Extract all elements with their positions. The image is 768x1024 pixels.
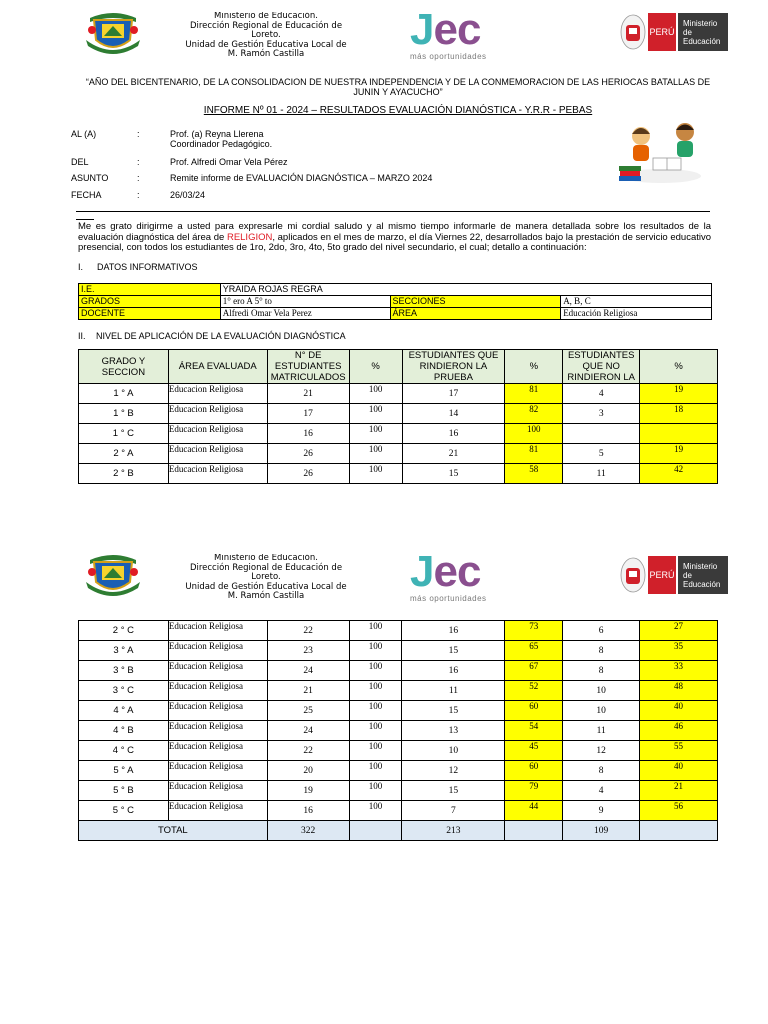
divider-short xyxy=(76,219,94,220)
not-took-pct-cell: 19 xyxy=(640,444,718,464)
enrolled-pct-cell: 100 xyxy=(349,621,402,641)
peru-shield-icon xyxy=(620,556,646,594)
info-row xyxy=(79,308,712,320)
ministry-line: Loreto. xyxy=(251,30,281,40)
enrolled-pct-cell: 100 xyxy=(349,681,402,701)
enrolled-pct-cell: 100 xyxy=(349,384,402,404)
peru-label: PERÚ xyxy=(649,27,675,37)
results-table-page2 xyxy=(78,620,718,841)
took-test-pct-cell: 60 xyxy=(505,701,563,721)
table-body xyxy=(79,384,718,484)
column-header: ESTUDIANTES QUE NO RINDIERON LA xyxy=(563,350,640,384)
grade-section-cell: 4 ° C xyxy=(79,741,169,761)
minedu-line: de Educación xyxy=(683,27,721,46)
took-test-cell: 11 xyxy=(402,681,505,701)
ministry-line: Loreto. xyxy=(251,572,281,582)
grade-section-cell: 1 ° A xyxy=(79,384,169,404)
minedu-badge xyxy=(678,13,728,51)
ministry-line: Ministerio de Educación. xyxy=(214,12,318,21)
enrolled-pct-cell: 100 xyxy=(349,701,402,721)
info-table xyxy=(78,283,712,320)
area-cell: Educacion Religiosa xyxy=(168,641,267,661)
total-rindieron: 213 xyxy=(402,821,505,841)
area-cell: Educacion Religiosa xyxy=(168,661,267,681)
not-took-pct-cell: 55 xyxy=(640,741,718,761)
divider xyxy=(76,211,710,212)
jec-tagline: más oportunidades xyxy=(410,52,487,61)
took-test-cell: 17 xyxy=(402,384,505,404)
info-label: I.E. xyxy=(79,284,221,296)
enrolled-cell: 25 xyxy=(267,701,349,721)
year-motto: “AÑO DEL BICENTENARIO, DE LA CONSOLIDACION DE NUESTRA INDEPENDENCIA Y DE LA CONMEMORACION DE LAS HERIOCAS BATALLAS DE JUNIN Y AYACUCHO” xyxy=(85,77,711,97)
table-row xyxy=(79,464,718,484)
body-paragraph xyxy=(78,222,711,254)
area-cell: Educacion Religiosa xyxy=(168,424,267,444)
area-cell: Educacion Religiosa xyxy=(168,464,267,484)
not-took-pct-cell: 40 xyxy=(640,701,718,721)
not-took-cell: 11 xyxy=(563,464,640,484)
not-took-pct-cell xyxy=(640,424,718,444)
not-took-pct-cell: 27 xyxy=(640,621,718,641)
grade-section-cell: 1 ° B xyxy=(79,404,169,424)
memo-from-label: DEL xyxy=(71,157,89,167)
grade-section-cell: 5 ° A xyxy=(79,761,169,781)
grade-section-cell: 3 ° C xyxy=(79,681,169,701)
enrolled-cell: 19 xyxy=(267,781,349,801)
jec-logo-text xyxy=(410,547,510,596)
table-row xyxy=(79,681,718,701)
table-body xyxy=(79,621,718,821)
ministry-line: Dirección Regional de Educación de xyxy=(189,562,343,573)
table-row xyxy=(79,781,718,801)
memo-from-value: Prof. Alfredi Omar Vela Pérez xyxy=(170,157,288,167)
table-row xyxy=(79,661,718,681)
memo-to-role: Coordinador Pedagógico. xyxy=(170,139,273,149)
jec-tagline: más oportunidades xyxy=(410,594,487,603)
memo-to-name: Prof. (a) Reyna Llerena xyxy=(170,129,264,139)
body-text: Me es grato dirigirme a usted para expresarle mi cordial saludo y al mismo tiempo informarle de manera detallada sobre los resultados de la evaluación diagnóstica del área de xyxy=(78,221,711,243)
enrolled-cell: 22 xyxy=(267,621,349,641)
info-value: 1° ero A 5° to xyxy=(220,296,390,308)
took-test-pct-cell: 73 xyxy=(505,621,563,641)
area-cell: Educacion Religiosa xyxy=(168,781,267,801)
not-took-pct-cell: 35 xyxy=(640,641,718,661)
took-test-cell: 12 xyxy=(402,761,505,781)
total-matriculados: 322 xyxy=(267,821,349,841)
column-header: ÁREA EVALUADA xyxy=(168,350,267,384)
info-value: YRAIDA ROJAS REGRA xyxy=(220,284,711,296)
body-highlight-religion: RELIGION xyxy=(226,231,273,243)
memo-date-label: FECHA xyxy=(71,190,102,200)
info-row xyxy=(79,296,712,308)
area-cell: Educacion Religiosa xyxy=(168,681,267,701)
total-no-rindieron: 109 xyxy=(563,821,640,841)
not-took-cell: 8 xyxy=(563,641,640,661)
grade-section-cell: 2 ° B xyxy=(79,464,169,484)
not-took-cell: 9 xyxy=(563,801,640,821)
jec-logo xyxy=(410,547,510,603)
peru-shield-icon xyxy=(620,13,646,51)
enrolled-pct-cell: 100 xyxy=(349,721,402,741)
ministry-header xyxy=(185,12,347,57)
enrolled-pct-cell: 100 xyxy=(349,641,402,661)
enrolled-pct-cell: 100 xyxy=(349,741,402,761)
area-cell: Educacion Religiosa xyxy=(168,741,267,761)
table-header-row xyxy=(79,350,718,384)
not-took-cell: 12 xyxy=(563,741,640,761)
jec-logo-text xyxy=(410,5,510,54)
enrolled-pct-cell: 100 xyxy=(349,464,402,484)
took-test-pct-cell: 81 xyxy=(505,444,563,464)
not-took-pct-cell: 19 xyxy=(640,384,718,404)
ministry-line: Unidad de Gestión Educativa Local de xyxy=(185,581,347,592)
ministry-line: M. Ramón Castilla xyxy=(227,591,305,599)
results-table-page1 xyxy=(78,349,718,484)
area-cell: Educacion Religiosa xyxy=(168,721,267,741)
grade-section-cell: 3 ° B xyxy=(79,661,169,681)
took-test-pct-cell: 81 xyxy=(505,384,563,404)
minedu-badge xyxy=(678,556,728,594)
jec-letters-ec: ec xyxy=(433,5,481,54)
took-test-pct-cell: 52 xyxy=(505,681,563,701)
info-label: GRADOS xyxy=(79,296,221,308)
column-header: % xyxy=(349,350,402,384)
area-cell: Educacion Religiosa xyxy=(168,384,267,404)
total-row xyxy=(79,821,718,841)
area-cell: Educacion Religiosa xyxy=(168,801,267,821)
jec-logo xyxy=(410,5,510,61)
memo-to-label: AL (A) xyxy=(71,129,97,139)
enrolled-cell: 21 xyxy=(267,384,349,404)
not-took-cell: 5 xyxy=(563,444,640,464)
peru-badge xyxy=(648,13,676,51)
info-label: DOCENTE xyxy=(79,308,221,320)
took-test-cell: 7 xyxy=(402,801,505,821)
table-row xyxy=(79,641,718,661)
table-row xyxy=(79,741,718,761)
memo-colon: : xyxy=(137,173,140,183)
column-header: % xyxy=(640,350,718,384)
table-row xyxy=(79,761,718,781)
enrolled-cell: 26 xyxy=(267,464,349,484)
grade-section-cell: 2 ° C xyxy=(79,621,169,641)
enrolled-pct-cell: 100 xyxy=(349,761,402,781)
took-test-pct-cell: 100 xyxy=(505,424,563,444)
enrolled-pct-cell: 100 xyxy=(349,444,402,464)
enrolled-cell: 16 xyxy=(267,424,349,444)
took-test-cell: 13 xyxy=(402,721,505,741)
grade-section-cell: 2 ° A xyxy=(79,444,169,464)
took-test-cell: 16 xyxy=(402,661,505,681)
ministry-line: Unidad de Gestión Educativa Local de xyxy=(185,39,347,50)
not-took-cell: 3 xyxy=(563,404,640,424)
not-took-pct-cell: 46 xyxy=(640,721,718,741)
enrolled-pct-cell: 100 xyxy=(349,661,402,681)
area-cell: Educacion Religiosa xyxy=(168,701,267,721)
took-test-pct-cell: 45 xyxy=(505,741,563,761)
info-label: ÁREA xyxy=(390,308,561,320)
info-label: SECCIONES xyxy=(390,296,561,308)
table-row xyxy=(79,404,718,424)
memo-subject-label: ASUNTO xyxy=(71,173,109,183)
not-took-cell: 10 xyxy=(563,681,640,701)
total-cell xyxy=(505,821,563,841)
enrolled-cell: 16 xyxy=(267,801,349,821)
took-test-pct-cell: 67 xyxy=(505,661,563,681)
area-cell: Educacion Religiosa xyxy=(168,621,267,641)
not-took-cell: 8 xyxy=(563,761,640,781)
enrolled-pct-cell: 100 xyxy=(349,404,402,424)
enrolled-cell: 22 xyxy=(267,741,349,761)
took-test-pct-cell: 54 xyxy=(505,721,563,741)
total-cell xyxy=(640,821,718,841)
took-test-pct-cell: 65 xyxy=(505,641,563,661)
grade-section-cell: 1 ° C xyxy=(79,424,169,444)
not-took-cell: 8 xyxy=(563,661,640,681)
minedu-line: Ministerio xyxy=(683,18,718,28)
memo-subject-value: Remite informe de EVALUACIÓN DIAGNÓSTICA – MARZO 2024 xyxy=(170,173,433,183)
total-label: TOTAL xyxy=(79,821,268,841)
memo-colon: : xyxy=(137,190,140,200)
jec-letter-j: J xyxy=(410,547,434,596)
took-test-cell: 10 xyxy=(402,741,505,761)
enrolled-pct-cell: 100 xyxy=(349,424,402,444)
area-cell: Educacion Religiosa xyxy=(168,404,267,424)
ministry-line: Dirección Regional de Educación de xyxy=(189,20,343,31)
table-row xyxy=(79,424,718,444)
total-cell xyxy=(349,821,402,841)
enrolled-cell: 20 xyxy=(267,761,349,781)
not-took-cell: 6 xyxy=(563,621,640,641)
grade-section-cell: 4 ° B xyxy=(79,721,169,741)
took-test-cell: 15 xyxy=(402,781,505,801)
memo-colon: : xyxy=(137,157,140,167)
section-number: II. xyxy=(78,331,86,341)
table-row xyxy=(79,801,718,821)
school-crest-icon xyxy=(84,552,142,598)
info-value: A, B, C xyxy=(561,296,712,308)
ministry-line: M. Ramón Castilla xyxy=(227,49,305,57)
table-row xyxy=(79,621,718,641)
column-header: N° DE ESTUDIANTES MATRICULADOS xyxy=(267,350,349,384)
info-row xyxy=(79,284,712,296)
info-value: Alfredi Omar Vela Perez xyxy=(220,308,390,320)
enrolled-pct-cell: 100 xyxy=(349,801,402,821)
ministry-line: Ministerio de Educación. xyxy=(214,554,318,563)
not-took-pct-cell: 40 xyxy=(640,761,718,781)
section-title: NIVEL DE APLICACIÓN DE LA EVALUACIÓN DIAGNÓSTICA xyxy=(96,331,346,341)
took-test-pct-cell: 79 xyxy=(505,781,563,801)
enrolled-cell: 24 xyxy=(267,661,349,681)
minedu-line: de Educación xyxy=(683,570,721,589)
enrolled-cell: 23 xyxy=(267,641,349,661)
report-title: INFORME Nº 01 - 2024 – RESULTADOS EVALUACIÓN DIANÓSTICA - Y.R.R - PEBAS xyxy=(203,105,593,116)
area-cell: Educacion Religiosa xyxy=(168,444,267,464)
took-test-pct-cell: 60 xyxy=(505,761,563,781)
grade-section-cell: 3 ° A xyxy=(79,641,169,661)
enrolled-cell: 21 xyxy=(267,681,349,701)
not-took-pct-cell: 18 xyxy=(640,404,718,424)
section-title: DATOS INFORMATIVOS xyxy=(97,262,198,272)
memo-date-value: 26/03/24 xyxy=(170,190,206,200)
school-crest-icon xyxy=(84,10,142,56)
took-test-pct-cell: 82 xyxy=(505,404,563,424)
not-took-pct-cell: 56 xyxy=(640,801,718,821)
not-took-cell xyxy=(563,424,640,444)
took-test-cell: 15 xyxy=(402,641,505,661)
column-header: GRADO Y SECCION xyxy=(79,350,169,384)
not-took-cell: 11 xyxy=(563,721,640,741)
section-number: I. xyxy=(78,262,84,272)
table-row xyxy=(79,701,718,721)
not-took-cell: 4 xyxy=(563,384,640,404)
column-header: % xyxy=(505,350,563,384)
enrolled-cell: 24 xyxy=(267,721,349,741)
jec-letter-j: J xyxy=(410,5,434,54)
enrolled-cell: 26 xyxy=(267,444,349,464)
table-row xyxy=(79,721,718,741)
took-test-cell: 21 xyxy=(402,444,505,464)
memo-colon: : xyxy=(137,129,140,139)
peru-label: PERÚ xyxy=(649,570,675,580)
grade-section-cell: 5 ° C xyxy=(79,801,169,821)
peru-badge xyxy=(648,556,676,594)
not-took-pct-cell: 48 xyxy=(640,681,718,701)
body-text: , aplicados en el mes de marzo, el día Viernes 22, desarrollados bajo la prestación de servicio educativo presencial, con todos los estudiantes de 1ro, 2do, 3ro, 4to, 5to grado del nivel secundario, el cual; detallo a continuación: xyxy=(78,231,712,253)
minedu-line: Ministerio xyxy=(683,561,718,571)
not-took-cell: 4 xyxy=(563,781,640,801)
enrolled-cell: 17 xyxy=(267,404,349,424)
grade-section-cell: 5 ° B xyxy=(79,781,169,801)
table-row xyxy=(79,444,718,464)
table-row xyxy=(79,384,718,404)
took-test-cell: 15 xyxy=(402,464,505,484)
not-took-cell: 10 xyxy=(563,701,640,721)
not-took-pct-cell: 33 xyxy=(640,661,718,681)
ministry-header xyxy=(185,554,347,599)
grade-section-cell: 4 ° A xyxy=(79,701,169,721)
took-test-pct-cell: 44 xyxy=(505,801,563,821)
not-took-pct-cell: 42 xyxy=(640,464,718,484)
jec-letters-ec: ec xyxy=(433,547,481,596)
info-value: Educación Religiosa xyxy=(561,308,712,320)
enrolled-pct-cell: 100 xyxy=(349,781,402,801)
took-test-cell: 16 xyxy=(402,621,505,641)
not-took-pct-cell: 21 xyxy=(640,781,718,801)
took-test-pct-cell: 58 xyxy=(505,464,563,484)
column-header: ESTUDIANTES QUE RINDIERON LA PRUEBA xyxy=(402,350,505,384)
children-reading-illustration xyxy=(615,116,707,186)
took-test-cell: 16 xyxy=(402,424,505,444)
took-test-cell: 14 xyxy=(402,404,505,424)
area-cell: Educacion Religiosa xyxy=(168,761,267,781)
took-test-cell: 15 xyxy=(402,701,505,721)
